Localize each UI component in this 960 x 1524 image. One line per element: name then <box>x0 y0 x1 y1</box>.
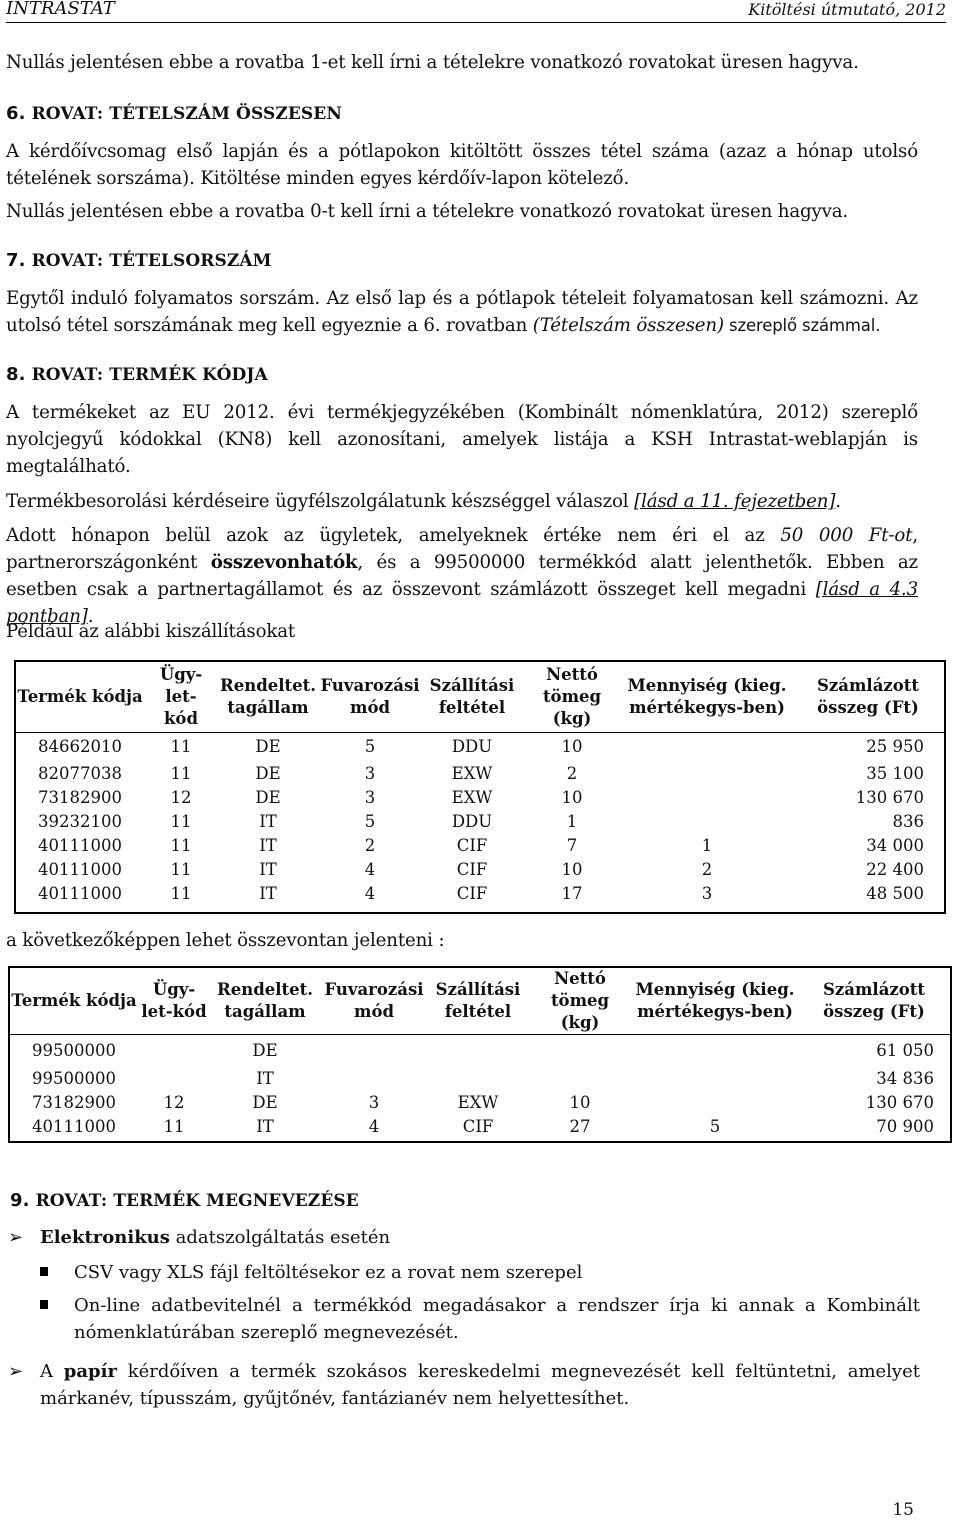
column-header: Termék kódja <box>11 991 137 1010</box>
cell-transaction-code: 11 <box>163 1116 185 1136</box>
arrow-bullet-icon: ➢ <box>8 1227 24 1248</box>
cell-product-code: 73182900 <box>32 1092 116 1112</box>
cell-delivery-terms: CIF <box>456 836 488 855</box>
cell-member-state: IT <box>259 836 277 855</box>
section-title: ROVAT: TÉTELSORSZÁM <box>31 251 272 271</box>
cell-member-state: IT <box>256 1116 274 1136</box>
cell-delivery-terms: EXW <box>451 764 493 783</box>
section-8-paragraph-1: A termékeket az EU 2012. évi termékjegyzékében (Kombinált nómenklatúra, 2012) szereplő nyolcjegyű kódokkal (KN8) kell azonosítani, amelyek listája a KSH Intrastat-weblapján is megtalálható. <box>6 402 918 477</box>
column-header: Fuvarozási mód <box>324 980 424 1021</box>
table-header-row <box>16 662 944 732</box>
bold-term: papír <box>63 1361 117 1382</box>
section-7-paragraph <box>6 285 918 339</box>
section-link[interactable]: [lásd a 4.3 pontban] <box>6 579 918 627</box>
cell-quantity <box>622 762 792 786</box>
header-right: Kitöltési útmutató, 2012 <box>748 0 946 19</box>
cell-transport-mode: 4 <box>368 1116 380 1136</box>
cell-quantity <box>632 1091 798 1115</box>
cell-product-code: 40111000 <box>38 884 122 903</box>
cell-member-state: IT <box>259 884 277 903</box>
table-row <box>16 810 944 834</box>
cell-delivery-terms: CIF <box>456 860 488 879</box>
section-6-heading <box>6 103 342 124</box>
page-number: 15 <box>892 1500 914 1520</box>
cell-net-mass: 27 <box>569 1116 591 1136</box>
cell-delivery-terms: CIF <box>462 1116 494 1136</box>
bullet-text <box>40 1224 920 1251</box>
table-row <box>16 858 944 882</box>
column-header: Mennyiség (kieg. mértékegys-ben) <box>627 675 787 717</box>
table-header-row <box>10 968 950 1035</box>
cell-invoiced-amount: 836 <box>892 812 924 831</box>
cell-quantity <box>632 1035 798 1067</box>
text-run: , partnerországonként <box>6 525 919 573</box>
section-7-heading <box>6 250 272 271</box>
cell-quantity: 2 <box>701 860 713 879</box>
cell-transaction-code <box>138 1067 210 1091</box>
cell-invoiced-amount: 70 900 <box>876 1116 934 1136</box>
square-bullet-icon <box>40 1300 48 1309</box>
cell-transaction-code: 11 <box>170 836 192 855</box>
bullet-paper <box>8 1358 920 1412</box>
cell-quantity: 5 <box>709 1116 721 1136</box>
cell-delivery-terms <box>428 1067 528 1091</box>
cell-net-mass: 10 <box>569 1092 591 1112</box>
text-run: Termékbesorolási kérdéseire ügyfélszolgálatunk készséggel válaszol <box>6 491 635 512</box>
bold-term: összevonhatók <box>210 552 358 573</box>
cell-transport-mode: 3 <box>364 788 376 807</box>
section-6-paragraph-1: A kérdőívcsomag első lapján és a pótlapokon kitöltött összes tétel száma (azaz a hónap utolsó tételének sorszáma). Kitöltése minden egyes kérdőív-lapon kötelező. <box>6 141 918 189</box>
section-8-paragraph-2 <box>6 488 918 515</box>
cell-invoiced-amount: 61 050 <box>876 1040 934 1060</box>
cell-product-code: 40111000 <box>38 836 122 855</box>
cell-net-mass: 2 <box>566 764 578 783</box>
section-title: ROVAT: TERMÉK MEGNEVEZÉSE <box>35 1191 359 1211</box>
section-title: ROVAT: TÉTELSZÁM ÖSSZESEN <box>31 104 342 124</box>
cell-member-state: IT <box>259 860 277 879</box>
sub-bullet-csv <box>40 1259 920 1286</box>
cell-delivery-terms: DDU <box>451 737 493 757</box>
bullet-electronic <box>8 1224 920 1251</box>
cell-delivery-terms: EXW <box>451 788 493 807</box>
cell-net-mass: 10 <box>561 737 583 757</box>
cell-quantity <box>622 810 792 834</box>
text-run: , és a 99500000 termékkód alatt jelenthetők. Ebben az esetben csak a partnertagállamot és az összevont számlázott összeget kell megadni <box>6 552 918 600</box>
cell-member-state: IT <box>256 1068 274 1088</box>
cell-delivery-terms: EXW <box>457 1092 499 1112</box>
cell-transaction-code: 11 <box>170 812 192 831</box>
cell-invoiced-amount: 22 400 <box>866 860 924 879</box>
table-row <box>10 1035 950 1067</box>
column-header: Ügy- let- kód <box>159 664 203 728</box>
cell-invoiced-amount: 34 000 <box>866 836 924 855</box>
section-8-paragraph-3 <box>6 522 918 630</box>
column-header: Szállítási feltétel <box>435 980 521 1021</box>
column-header: Számlázott összeg (Ft) <box>822 980 925 1021</box>
cell-quantity <box>622 732 792 762</box>
cell-transport-mode <box>320 1067 428 1091</box>
cell-transport-mode: 5 <box>364 737 376 757</box>
running-header <box>6 0 946 23</box>
table-transition-text: a következőképpen lehet összevontan jelenteni : <box>6 930 445 951</box>
cell-transport-mode <box>320 1035 428 1067</box>
cell-transaction-code: 11 <box>170 860 192 879</box>
column-header: Ügy- let-kód <box>141 980 207 1021</box>
cell-product-code: 40111000 <box>32 1116 116 1136</box>
text-run: Egytől induló folyamatos sorszám. Az első lap és a pótlapok tételeit folyamatosan kell számozni. Az utolsó tétel sorszámának meg kell egyeznie a 6. rovatban <box>6 288 918 336</box>
bullet-text <box>40 1358 920 1412</box>
section-title: ROVAT: TERMÉK KÓDJA <box>31 365 268 385</box>
column-header: Számlázott összeg (Ft) <box>816 675 919 717</box>
cell-delivery-terms: CIF <box>456 884 488 903</box>
cell-invoiced-amount: 130 670 <box>865 1092 934 1112</box>
bold-term: Elektronikus <box>40 1227 170 1248</box>
section-8-paragraph-4: Például az alábbi kiszállításokat <box>6 621 296 642</box>
cell-invoiced-amount: 130 670 <box>855 788 924 807</box>
table-row <box>16 762 944 786</box>
table-individual-shipments <box>16 662 944 916</box>
column-header: Szállítási feltétel <box>429 675 515 717</box>
cell-transport-mode: 4 <box>364 860 376 879</box>
cell-member-state: DE <box>255 788 281 807</box>
table-row <box>16 834 944 858</box>
cell-transport-mode: 2 <box>364 836 376 855</box>
paragraph-zero-report-1: Nullás jelentésen ebbe a rovatba 1-et kell írni a tételekre vonatkozó rovatokat üresen hagyva. <box>6 52 859 73</box>
italic-amount: 50 000 Ft-ot <box>780 525 913 546</box>
cell-transport-mode: 4 <box>364 884 376 903</box>
cell-member-state: DE <box>252 1040 278 1060</box>
table-row <box>16 732 944 762</box>
chapter-link[interactable]: [lásd a 11. fejezetben] <box>634 491 836 512</box>
cell-delivery-terms: DDU <box>451 812 493 831</box>
cell-transport-mode: 5 <box>364 812 376 831</box>
cell-product-code: 73182900 <box>38 788 122 807</box>
text-run: kérdőíven a termék szokásos kereskedelmi megnevezését kell feltüntetni, amelyet márkanév, típusszám, gyűjtőnév, fantázianév nem helyettesíthet. <box>40 1361 920 1409</box>
header-left: INTRASTAT <box>6 0 115 19</box>
column-header: Termék kódja <box>17 686 143 706</box>
table-row <box>16 786 944 810</box>
table-aggregated-shipments <box>10 968 950 1149</box>
cell-net-mass: 1 <box>566 812 578 831</box>
text-run: adatszolgáltatás esetén <box>169 1227 391 1248</box>
cell-net-mass: 17 <box>561 884 583 903</box>
bullet-text: On-line adatbevitelnél a termékkód megadásakor a rendszer írja ki annak a Kombinált nómenklatúrában szereplő megnevezését. <box>74 1295 920 1343</box>
cell-product-code: 39232100 <box>38 812 122 831</box>
table-row <box>10 1067 950 1091</box>
section-6-paragraph-2: Nullás jelentésen ebbe a rovatba 0-t kell írni a tételekre vonatkozó rovatokat üresen hagyva. <box>6 201 849 222</box>
cell-transaction-code <box>138 1035 210 1067</box>
cell-net-mass <box>528 1067 632 1091</box>
cell-product-code: 40111000 <box>38 860 122 879</box>
cell-transaction-code: 11 <box>170 764 192 783</box>
cell-transaction-code: 11 <box>170 737 192 757</box>
text-run: A <box>40 1361 64 1382</box>
section-number: 8. <box>6 364 26 385</box>
text-run: szereplő számmal. <box>723 316 881 335</box>
cell-member-state: IT <box>259 812 277 831</box>
cell-invoiced-amount: 35 100 <box>866 764 924 783</box>
cell-invoiced-amount: 25 950 <box>866 737 924 757</box>
cell-quantity: 1 <box>701 836 713 855</box>
cell-net-mass: 7 <box>566 836 578 855</box>
table-row <box>10 1091 950 1115</box>
cell-member-state: DE <box>252 1092 278 1112</box>
cell-delivery-terms <box>428 1035 528 1067</box>
section-number: 7. <box>6 250 26 271</box>
section-number: 9. <box>10 1190 30 1211</box>
cell-invoiced-amount: 34 836 <box>876 1068 934 1088</box>
cell-net-mass <box>528 1035 632 1067</box>
text-run: . <box>835 491 841 512</box>
bullet-text: CSV vagy XLS fájl feltöltésekor ez a rovat nem szerepel <box>74 1262 583 1283</box>
sub-bullet-online <box>40 1292 920 1346</box>
section-9-heading <box>10 1190 359 1211</box>
cell-quantity <box>632 1067 798 1091</box>
column-header: Rendeltet. tagállam <box>217 980 313 1021</box>
cell-invoiced-amount: 48 500 <box>866 884 924 903</box>
text-run: Adott hónapon belül azok az ügyletek, amelyeknek értéke nem éri el az <box>6 525 781 546</box>
italic-reference: (Tételszám összesen) <box>532 315 724 336</box>
cell-transport-mode: 3 <box>364 764 376 783</box>
cell-product-code: 99500000 <box>32 1040 116 1060</box>
cell-product-code: 84662010 <box>38 737 122 757</box>
cell-net-mass: 10 <box>561 788 583 807</box>
column-header: Rendeltet. tagállam <box>220 675 316 717</box>
column-header: Mennyiség (kieg. mértékegys-ben) <box>635 980 795 1021</box>
cell-quantity <box>622 786 792 810</box>
column-header: Nettó tömeg (kg) <box>542 664 602 728</box>
section-8-heading <box>6 364 268 385</box>
table-row <box>10 1115 950 1149</box>
section-number: 6. <box>6 103 26 124</box>
column-header: Fuvarozási mód <box>320 675 420 717</box>
table-row <box>16 882 944 916</box>
cell-member-state: DE <box>255 737 281 757</box>
arrow-bullet-icon: ➢ <box>8 1361 24 1382</box>
square-bullet-icon <box>40 1267 48 1276</box>
text-run: . <box>87 606 94 627</box>
cell-transaction-code: 11 <box>170 884 192 903</box>
cell-quantity: 3 <box>701 884 713 903</box>
cell-net-mass: 10 <box>561 860 583 879</box>
cell-product-code: 99500000 <box>32 1068 116 1088</box>
cell-transaction-code: 12 <box>170 788 192 807</box>
cell-product-code: 82077038 <box>38 764 122 783</box>
cell-transport-mode: 3 <box>368 1092 380 1112</box>
cell-transaction-code: 12 <box>163 1092 185 1112</box>
cell-member-state: DE <box>255 764 281 783</box>
column-header: Nettó tömeg (kg) <box>550 969 610 1032</box>
